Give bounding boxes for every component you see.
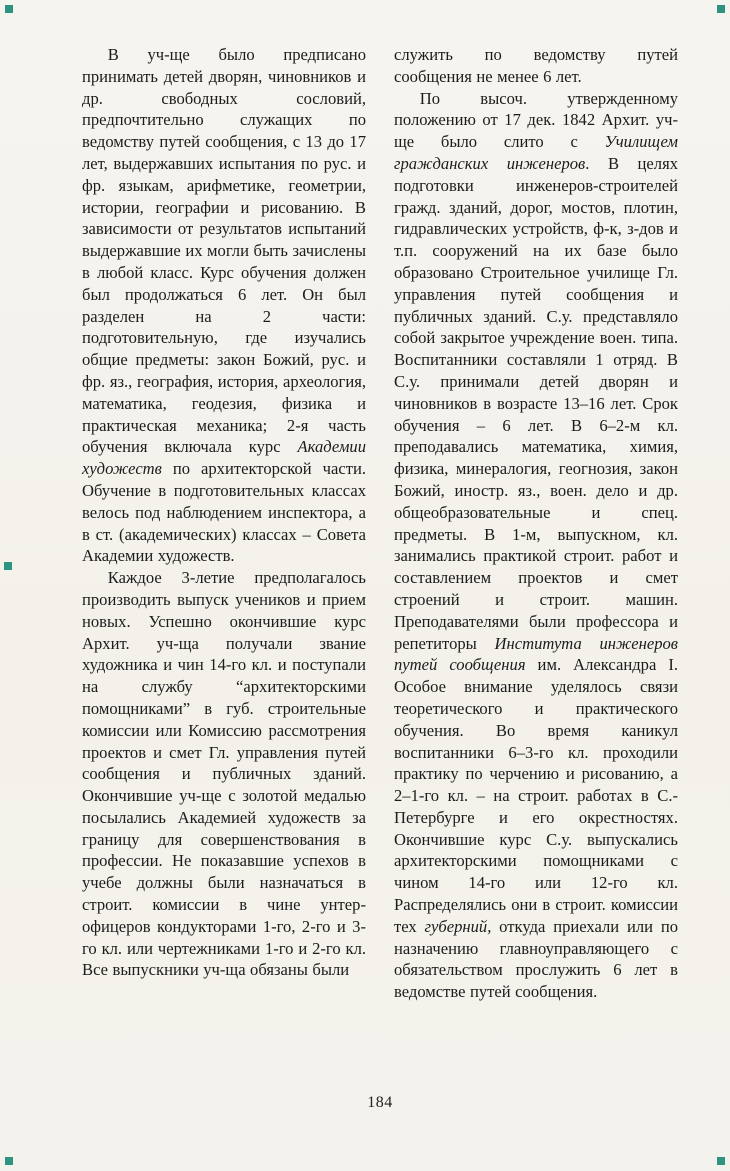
paragraph-right-2 <box>394 88 678 1003</box>
emphasized-text-institute-of-railway-engineers: Института инженеров путей сообщения <box>394 633 678 675</box>
emphasized-text-academy-of-arts: Академии художеств <box>82 437 366 479</box>
text-segment: В уч-ще было предписано принимать детей дворян, чиновников и др. свободных сословий, предпочтительно служащих по ведомству путей сообщения, с 13 до 17 лет, выдержавших испытания по рус. и фр. языкам, арифметике, геометрии, истории, географии и рисованию. В зависимости от результатов испытаний выдержавшие их могли быть зачислены в любой класс. Курс обучения должен был продолжаться 6 лет. Он был разделен на 2 части: подготовительную, где изучались общие предметы: закон Божий, рус. и фр. яз., география, история, археология, математика, геодезия, физика и практическая механика; 2-я часть обучения включала курс <box>82 45 366 457</box>
text-segment: откуда приехали или по назначению главноуправляющего с обязательством прослужить 6 лет в ведомстве путей сообщения. <box>394 916 678 1002</box>
scan-artifact-bottom-left <box>5 1157 13 1165</box>
text-area <box>82 44 678 1003</box>
scan-artifact-top-right <box>717 5 725 13</box>
paragraph-left-1 <box>82 44 366 567</box>
text-segment: Каждое 3-летие предполагалось производить выпуск учеников и прием новых. Успешно окончившие курс Архит. уч-ща получали звание художника и чин 14-го кл. и поступали на службу “архитекторскими помощниками” в губ. строительные комиссии или Комиссию рассмотрения проектов и смет Гл. управления путей сообщения и публичных зданий. Окончившие уч-ще с золотой медалью посылались Академией художеств за границу для совершенствования в профессии. Не показавшие успехов в учебе должны были назначаться в строит. комиссии в чине унтер-офицеров кондукторами 1-го, 2-го и 3-го кл. или чертежниками 1-го и 2-го кл. Все выпускники уч-ща обязаны были <box>82 568 366 980</box>
text-segment: по архитекторской части. Обучение в подготовительных классах велось под наблюдением инспектора, а в ст. (академических) классах – Совета Академии художеств. <box>82 459 366 566</box>
text-segment: служить по ведомству путей сообщения не менее 6 лет. <box>394 45 678 86</box>
left-column <box>82 44 366 1003</box>
paragraph-left-2 <box>82 567 366 981</box>
page-number: 184 <box>367 1094 393 1111</box>
paragraph-right-1-continuation <box>394 44 678 88</box>
text-segment: им. Александра I. Особое внимание уделялось связи теоретического и практического обучения. Во время каникул воспитанники 6–3-го кл. проходили практику по черчению и рисованию, а 2–1-го кл. – на строит. работах в С.-Петербурге и его окрестностях. Окончившие курс С.у. выпускались архитекторскими помощниками с чином 14-го или 12-го кл. Распределялись они в строит. комиссии тех <box>394 655 678 936</box>
text-segment: По высоч. утвержденному положению от 17 дек. 1842 Архит. уч-ще было слито с <box>394 88 678 152</box>
scan-artifact-top-left <box>5 5 13 13</box>
scan-artifact-bottom-right <box>717 1157 725 1165</box>
text-segment: . В целях подготовки инженеров-строителей гражд. зданий, дорог, мостов, плотин, гидравлических устройств, ф-к, з-дов и т.п. сооружений на их базе было образовано Строительное училище Гл. управления путей сообщения и публичных зданий. С.у. представляло собой закрытое учреждение воен. типа. Воспитанники составляли 1 отряд. В С.у. принимали детей дворян и чиновников в возрасте 13–16 лет. Срок обучения – 6 лет. В 6–2-м кл. преподавались математика, химия, физика, минералогия, геогнозия, закон Божий, иностр. яз., воен. дело и др. общеобразовательные и спец. предметы. В 1-м, выпускном, кл. занимались практикой строит. работ и составлением проектов и смет строений и строит. машин. Преподавателями были профессора и репетиторы <box>394 153 679 653</box>
scan-artifact-mid-left <box>4 562 12 570</box>
emphasized-text-gubernias: губерний, <box>424 916 492 936</box>
emphasized-text-civil-engineers-school: Училищем гражданских инженеров <box>394 132 678 173</box>
right-column <box>394 44 678 1003</box>
